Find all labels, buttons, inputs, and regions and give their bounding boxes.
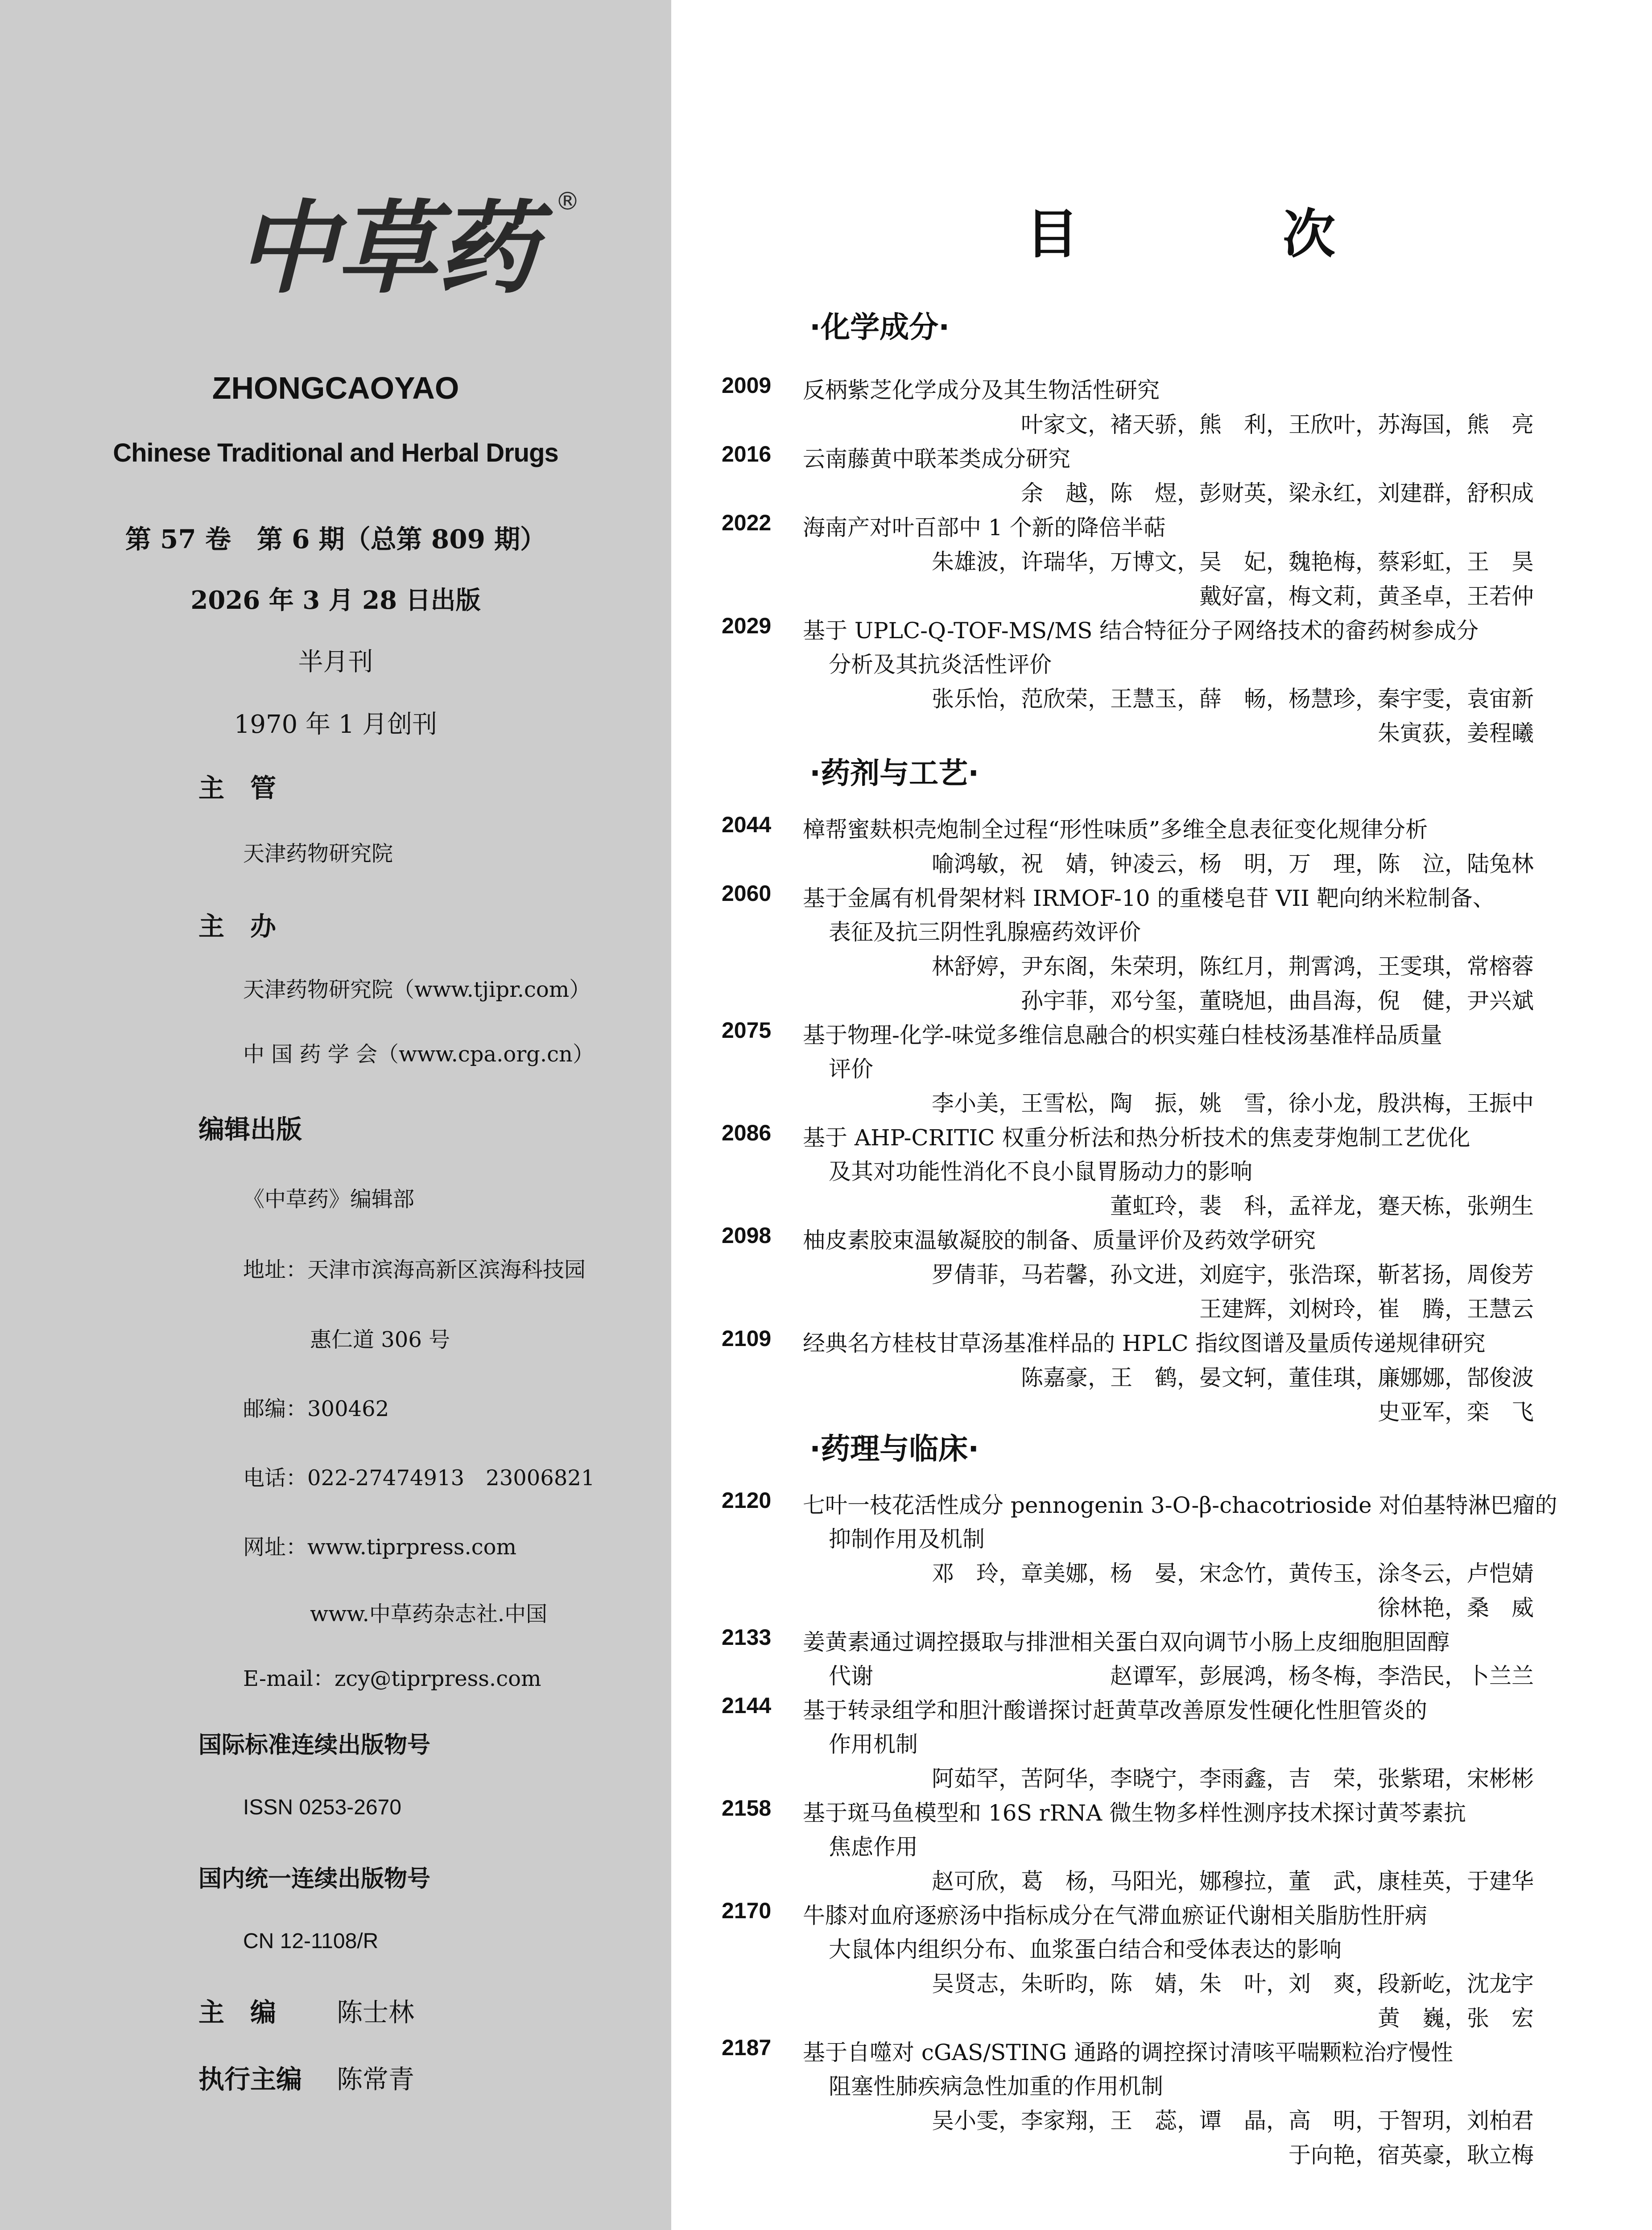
article-title[interactable]: 基于金属有机骨架材料 IRMOF-10 的重楼皂苷 VII 靶向纳米粒制备、: [803, 885, 1495, 911]
issn: ISSN 0253-2670: [243, 1796, 401, 1819]
exec-editor-label: 执行主编: [198, 2064, 302, 2094]
section-heading: ·化学成分·: [809, 310, 950, 344]
article-page-number[interactable]: 2120: [722, 1488, 772, 1513]
supervisor: 天津药物研究院: [243, 841, 393, 866]
exec-editor: 陈常青: [337, 2064, 415, 2094]
article-title[interactable]: 代谢: [829, 1663, 873, 1689]
article-title[interactable]: 反柄紫芝化学成分及其生物活性研究: [803, 377, 1160, 403]
article-page-number[interactable]: 2086: [722, 1120, 772, 1145]
cn-label: 国内统一连续出版物号: [198, 1865, 431, 1892]
journal-title-english: Chinese Traditional and Herbal Drugs: [113, 438, 558, 467]
article-authors: 叶家文，褚天骄，熊 利，王欣叶，苏海国，熊 亮: [1021, 412, 1534, 438]
article-page-number[interactable]: 2044: [722, 812, 772, 837]
article-authors: 朱雄波，许瑞华，万博文，吴 妃，魏艳梅，蔡彩虹，王 昊: [932, 549, 1534, 575]
article-title[interactable]: 基于 UPLC-Q-TOF-MS/MS 结合特征分子网络技术的畲药树参成分: [803, 618, 1479, 644]
article-authors: 罗倩菲，马若馨，孙文进，刘庭宇，张浩琛，靳茗扬，周俊芳: [932, 1262, 1534, 1288]
article-title[interactable]: 基于转录组学和胆汁酸谱探讨赶黄草改善原发性硬化性胆管炎的: [803, 1697, 1427, 1723]
section-heading: ·药剂与工艺·: [809, 756, 979, 790]
section-heading: ·药理与临床·: [809, 1432, 979, 1466]
article-authors: 朱寅荻，姜程曦: [1378, 720, 1534, 746]
article-title[interactable]: 分析及其抗炎活性评价: [829, 652, 1052, 677]
article-title[interactable]: 及其对功能性消化不良小鼠胃肠动力的影响: [829, 1159, 1252, 1185]
article-authors: 于向艳，宿英豪，耿立梅: [1289, 2142, 1534, 2168]
cn-number: CN 12-1108/R: [243, 1929, 379, 1953]
article-authors: 李小美，王雪松，陶 振，姚 雪，徐小龙，殷洪梅，王振中: [932, 1090, 1534, 1116]
article-authors: 林舒婷，尹东阁，朱荣玥，陈红月，荆霄鸿，王雯琪，常榕蓉: [932, 954, 1534, 979]
article-authors: 阿茹罕，苦阿华，李晓宁，李雨鑫，吉 荣，张紫珺，宋彬彬: [932, 1766, 1534, 1792]
article-title[interactable]: 评价: [829, 1056, 873, 1082]
article-page-number[interactable]: 2133: [722, 1625, 772, 1650]
article-page-number[interactable]: 2158: [722, 1796, 772, 1821]
article-title[interactable]: 基于斑马鱼模型和 16S rRNA 微生物多样性测序技术探讨黄芩素抗: [803, 1800, 1466, 1826]
svg-text:中草药: 中草药: [236, 190, 537, 307]
article-authors: 吴小雯，李家翔，王 蕊，谭 晶，高 明，于智玥，刘柏君: [932, 2108, 1534, 2134]
article-title[interactable]: 牛膝对血府逐瘀汤中指标成分在气滞血瘀证代谢相关脂肪性肝病: [803, 1903, 1427, 1929]
article-authors: 陈嘉豪，王 鹤，晏文轲，董佳琪，廉娜娜，郜俊波: [1021, 1365, 1534, 1391]
article-authors: 董虹玲，裴 科，孟祥龙，蹇天栋，张朔生: [1110, 1193, 1534, 1219]
journal-title-pinyin: ZHONGCAOYAO: [212, 371, 459, 405]
article-authors: 孙宇菲，邓兮玺，董晓旭，曲昌海，倪 健，尹兴斌: [1021, 988, 1534, 1014]
article-page-number[interactable]: 2075: [722, 1018, 772, 1043]
editor-publisher-label: 编辑出版: [198, 1114, 302, 1144]
article-title[interactable]: 阻塞性肺疾病急性加重的作用机制: [829, 2073, 1163, 2099]
article-authors: 赵可欣，葛 杨，马阳光，娜穆拉，董 武，康桂英，于建华: [932, 1868, 1534, 1894]
article-authors: 黄 巍，张 宏: [1378, 2005, 1534, 2031]
article-authors: 喻鸿敏，祝 婧，钟凌云，杨 明，万 理，陈 泣，陆兔林: [932, 851, 1534, 877]
article-authors: 余 越，陈 煜，彭财英，梁永红，刘建群，舒积成: [1021, 480, 1534, 506]
article-title[interactable]: 基于物理-化学-味觉多维信息融合的枳实薤白桂枝汤基准样品质量: [803, 1022, 1442, 1048]
article-page-number[interactable]: 2144: [722, 1693, 772, 1718]
article-page-number[interactable]: 2009: [722, 373, 772, 398]
article-page-number[interactable]: 2187: [722, 2035, 772, 2060]
website-1[interactable]: 网址：www.tiprpress.com: [243, 1535, 517, 1560]
article-title[interactable]: 作用机制: [829, 1731, 918, 1757]
issn-label: 国际标准连续出版物号: [198, 1731, 431, 1759]
editor-publisher: 《中草药》编辑部: [243, 1187, 415, 1212]
sponsor-2: 中 国 药 学 会（www.cpa.org.cn）: [243, 1042, 594, 1067]
article-authors: 王建辉，刘树玲，崔 腾，王慧云: [1199, 1296, 1534, 1322]
sponsor-label: 主 办: [198, 911, 277, 942]
article-authors: 邓 玲，章美娜，杨 晏，宋念竹，黄传玉，涂冬云，卢恺婧: [932, 1561, 1534, 1586]
article-title[interactable]: 樟帮蜜麸枳壳炮制全过程“形性味质”多维全息表征变化规律分析: [803, 817, 1428, 842]
article-page-number[interactable]: 2060: [722, 881, 772, 906]
journal-logo: [236, 178, 580, 312]
article-authors: 徐林艳，桑 威: [1378, 1595, 1534, 1621]
article-page-number[interactable]: 2022: [722, 510, 772, 535]
article-page-number[interactable]: 2098: [722, 1223, 772, 1248]
toc-title: 目 次: [1026, 203, 1412, 265]
sponsor-1: 天津药物研究院（www.tjipr.com）: [243, 977, 591, 1002]
article-title[interactable]: 柚皮素胶束温敏凝胶的制备、质量评价及药效学研究: [803, 1227, 1316, 1253]
article-title[interactable]: 姜黄素通过调控摄取与排泄相关蛋白双向调节小肠上皮细胞胆固醇: [803, 1629, 1450, 1655]
website-2[interactable]: www.中草药杂志社.中国: [310, 1602, 548, 1627]
chief-editor-label: 主 编: [198, 1997, 277, 2028]
founded-date: 1970 年 1 月创刊: [234, 710, 438, 739]
address-line-1: 地址：天津市滨海高新区滨海科技园: [243, 1257, 586, 1282]
address-line-2: 惠仁道 306 号: [310, 1327, 450, 1352]
article-title[interactable]: 大鼠体内组织分布、血浆蛋白结合和受体表达的影响: [829, 1937, 1342, 1962]
article-authors: 赵谭军，彭展鸿，杨冬梅，李浩民，卜兰兰: [1110, 1663, 1534, 1689]
article-authors: 张乐怡，范欣荣，王慧玉，薛 畅，杨慧珍，秦宇雯，袁宙新: [932, 686, 1534, 712]
article-title[interactable]: 表征及抗三阴性乳腺癌药效评价: [829, 919, 1141, 945]
article-page-number[interactable]: 2029: [722, 613, 772, 638]
publication-frequency: 半月刊: [298, 648, 373, 677]
registered-mark: ®: [555, 187, 580, 215]
chief-editor: 陈士林: [337, 1997, 415, 2028]
publish-date: 2026 年 3 月 28 日出版: [190, 586, 481, 615]
article-title[interactable]: 基于 AHP-CRITIC 权重分析法和热分析技术的焦麦芽炮制工艺优化: [803, 1125, 1470, 1151]
article-page-number[interactable]: 2170: [722, 1898, 772, 1923]
article-title[interactable]: 抑制作用及机制: [829, 1526, 985, 1552]
volume-issue: 第 57 卷 第 6 期（总第 809 期）: [125, 524, 546, 554]
article-title[interactable]: 经典名方桂枝甘草汤基准样品的 HPLC 指纹图谱及量质传递规律研究: [803, 1330, 1486, 1356]
article-authors: 戴好富，梅文莉，黄圣卓，王若仲: [1199, 583, 1534, 609]
article-authors: 史亚军，栾 飞: [1378, 1399, 1534, 1425]
article-title[interactable]: 海南产对叶百部中 1 个新的降倍半萜: [803, 515, 1166, 541]
phone: 电话：022-27474913 23006821: [243, 1466, 595, 1491]
article-authors: 吴贤志，朱昕昀，陈 婧，朱 叶，刘 爽，段新屹，沈龙宇: [932, 1971, 1534, 1997]
email[interactable]: E-mail：zcy@tiprpress.com: [243, 1666, 541, 1691]
article-title[interactable]: 云南藤黄中联苯类成分研究: [803, 446, 1070, 472]
article-page-number[interactable]: 2109: [722, 1326, 772, 1351]
article-page-number[interactable]: 2016: [722, 442, 772, 467]
supervisor-label: 主 管: [198, 773, 277, 803]
postcode: 邮编：300462: [243, 1396, 389, 1421]
article-title[interactable]: 基于自噬对 cGAS/STING 通路的调控探讨清咳平喘颗粒治疗慢性: [803, 2040, 1453, 2065]
article-title[interactable]: 七叶一枝花活性成分 pennogenin 3-O-β-chacotrioside 对伯基特淋巴瘤的: [803, 1492, 1557, 1518]
article-title[interactable]: 焦虑作用: [829, 1834, 918, 1860]
cover-sidebar: [0, 0, 671, 2230]
